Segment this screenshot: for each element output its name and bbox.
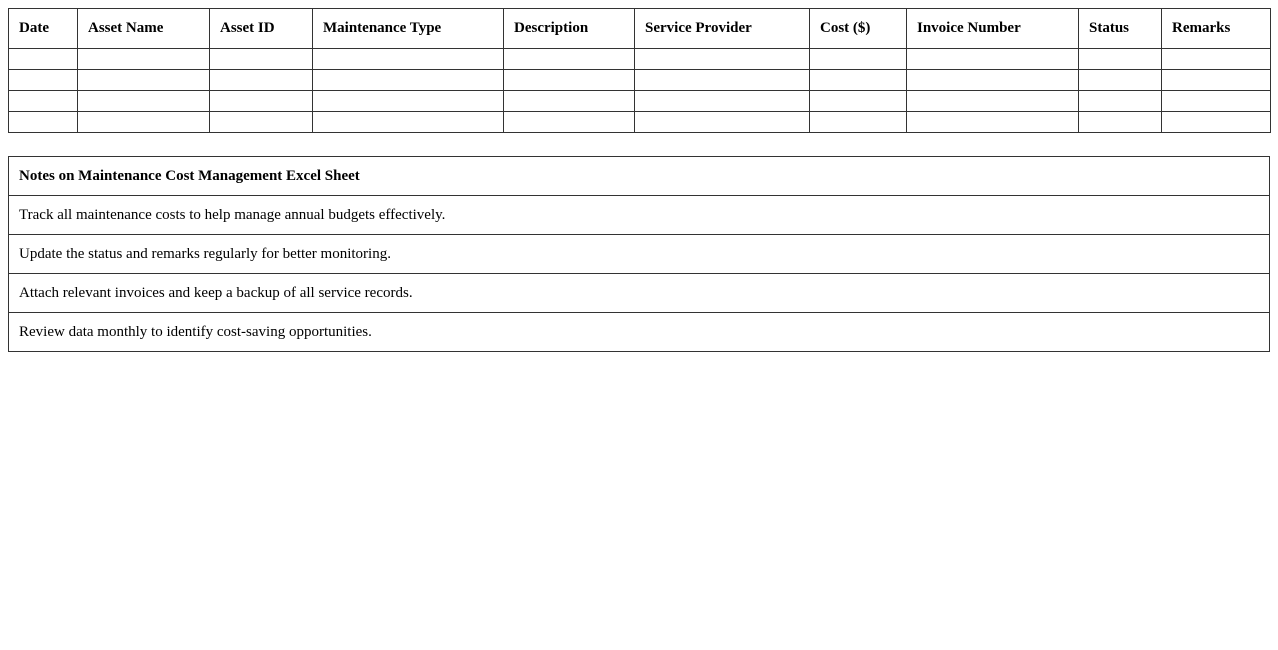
table-row	[9, 91, 1271, 112]
table-cell[interactable]	[635, 70, 810, 91]
table-cell[interactable]	[9, 49, 78, 70]
table-cell[interactable]	[78, 112, 210, 133]
table-cell[interactable]	[313, 70, 504, 91]
table-cell[interactable]	[1079, 112, 1162, 133]
column-header-status: Status	[1079, 9, 1162, 49]
table-cell[interactable]	[504, 91, 635, 112]
note-item: Track all maintenance costs to help manage annual budgets effectively.	[9, 196, 1270, 235]
table-cell[interactable]	[810, 70, 907, 91]
table-cell[interactable]	[313, 49, 504, 70]
column-header-description: Description	[504, 9, 635, 49]
column-header-asset-id: Asset ID	[210, 9, 313, 49]
column-header-maintenance-type: Maintenance Type	[313, 9, 504, 49]
table-cell[interactable]	[635, 49, 810, 70]
note-row	[9, 313, 1270, 352]
note-item: Attach relevant invoices and keep a backup of all service records.	[9, 274, 1270, 313]
column-header-date: Date	[9, 9, 78, 49]
column-header-service-provider: Service Provider	[635, 9, 810, 49]
table-cell[interactable]	[313, 91, 504, 112]
column-header-cost: Cost ($)	[810, 9, 907, 49]
table-cell[interactable]	[907, 112, 1079, 133]
table-cell[interactable]	[810, 112, 907, 133]
table-cell[interactable]	[504, 70, 635, 91]
table-row	[9, 112, 1271, 133]
table-cell[interactable]	[1162, 91, 1271, 112]
note-item: Review data monthly to identify cost-saving opportunities.	[9, 313, 1270, 352]
table-cell[interactable]	[210, 70, 313, 91]
table-cell[interactable]	[635, 91, 810, 112]
table-cell[interactable]	[1162, 112, 1271, 133]
table-row	[9, 49, 1271, 70]
table-cell[interactable]	[78, 70, 210, 91]
table-cell[interactable]	[810, 91, 907, 112]
table-cell[interactable]	[907, 70, 1079, 91]
notes-table	[8, 156, 1270, 352]
table-cell[interactable]	[635, 112, 810, 133]
column-header-asset-name: Asset Name	[78, 9, 210, 49]
table-cell[interactable]	[907, 91, 1079, 112]
note-row	[9, 196, 1270, 235]
column-header-invoice-number: Invoice Number	[907, 9, 1079, 49]
table-cell[interactable]	[504, 49, 635, 70]
table-cell[interactable]	[210, 91, 313, 112]
table-cell[interactable]	[78, 91, 210, 112]
table-cell[interactable]	[1162, 49, 1271, 70]
table-cell[interactable]	[1162, 70, 1271, 91]
table-cell[interactable]	[9, 70, 78, 91]
column-header-remarks: Remarks	[1162, 9, 1271, 49]
table-cell[interactable]	[907, 49, 1079, 70]
note-row	[9, 235, 1270, 274]
table-header-row	[9, 9, 1271, 49]
table-cell[interactable]	[810, 49, 907, 70]
maintenance-cost-table	[8, 8, 1271, 133]
table-cell[interactable]	[1079, 70, 1162, 91]
table-cell[interactable]	[1079, 91, 1162, 112]
note-row	[9, 274, 1270, 313]
table-row	[9, 70, 1271, 91]
table-cell[interactable]	[1079, 49, 1162, 70]
notes-title: Notes on Maintenance Cost Management Excel Sheet	[9, 157, 1270, 196]
note-item: Update the status and remarks regularly for better monitoring.	[9, 235, 1270, 274]
table-cell[interactable]	[9, 112, 78, 133]
table-cell[interactable]	[313, 112, 504, 133]
table-cell[interactable]	[78, 49, 210, 70]
table-cell[interactable]	[210, 112, 313, 133]
table-cell[interactable]	[504, 112, 635, 133]
notes-title-row	[9, 157, 1270, 196]
table-cell[interactable]	[9, 91, 78, 112]
table-cell[interactable]	[210, 49, 313, 70]
